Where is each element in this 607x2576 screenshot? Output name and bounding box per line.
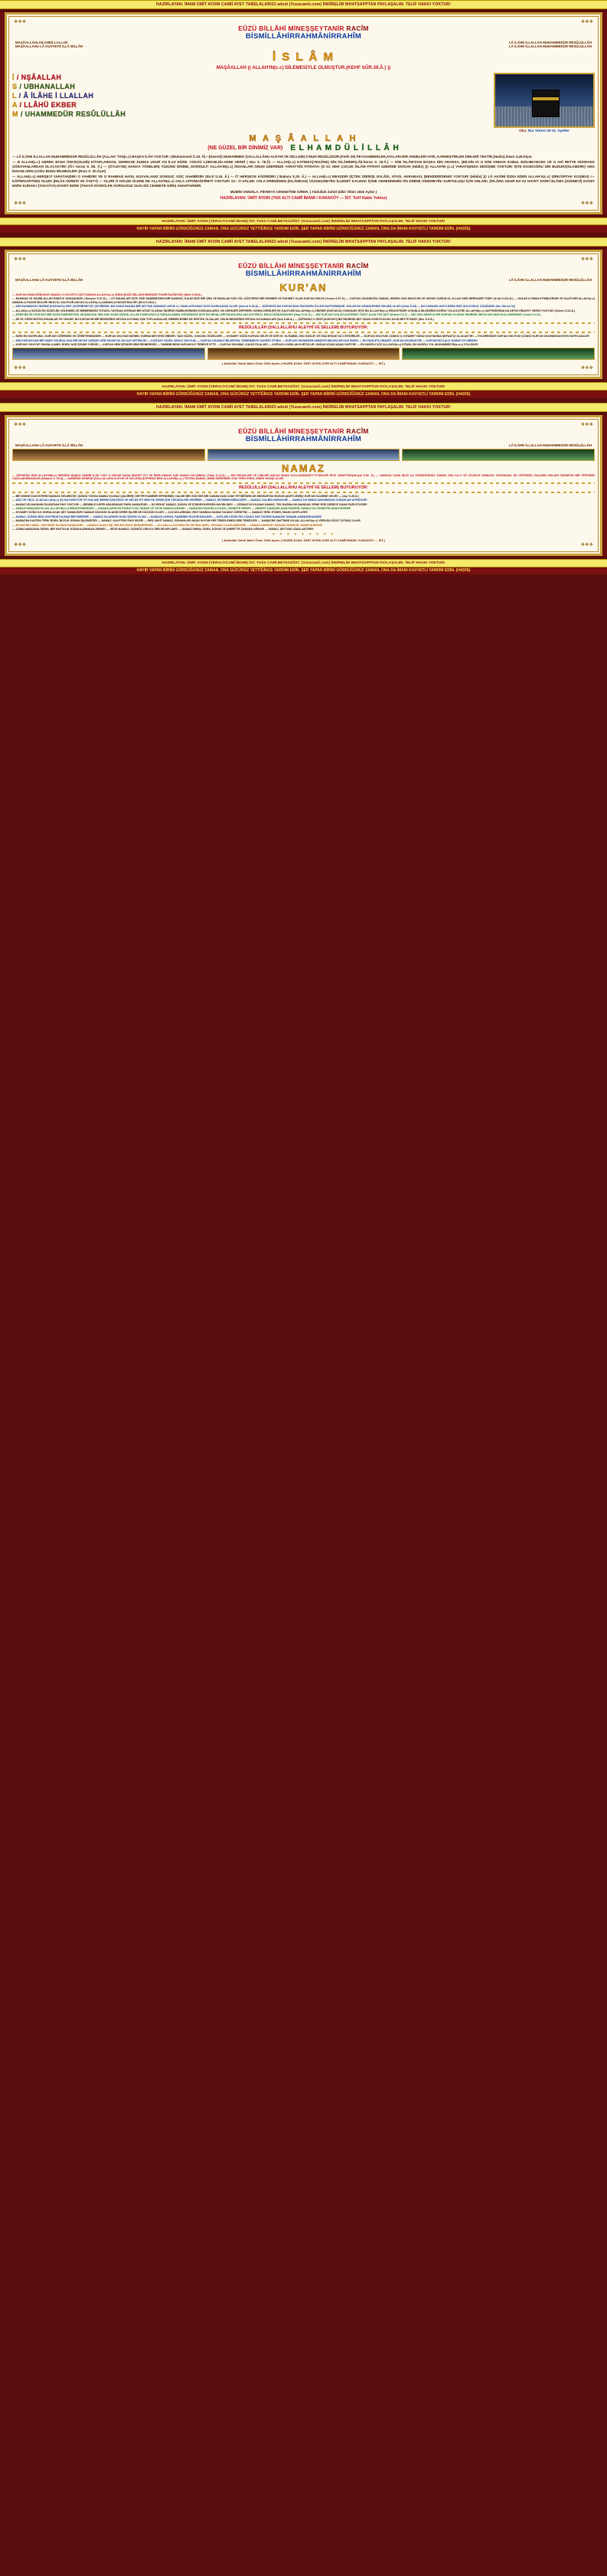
basmala-line-1b: RACÎM [346, 24, 369, 32]
kuran-basmala-line-1b: RACÎM [346, 261, 369, 270]
namaz-basmala-block [12, 427, 595, 443]
namaz-ornament-divider: ✦ ✦ ✦ ✦ ✦ ✦ ✦ ✦ ✦ [272, 531, 335, 537]
page-title-islam: İ S L Â M [272, 50, 335, 64]
card-namaz-inner [8, 419, 599, 552]
namaz-paragraph-6: --- NAMAZ, GÜNÜN BEŞ VAKTİNDE KILINAN BİR EMİRDİR! --- NAMAZ KILARKEN HUŞÛ İÇİNDE OLUN! --- NAMAZA DURAN, RABBİNİN HUZURUNDADIR! --- SAFLARI DÜZELTİN! ÇÜNKÜ SAF DÜZENİ NAMAZIN TAMAMLANMASINDANDIR! [12, 515, 322, 518]
page-3 [0, 415, 607, 556]
namaz-intro [12, 474, 595, 481]
kuran-paragraph-5: --- DE Kİ: EĞER BÜTÜN İNSANLAR VE CİNLER, BU KUR'AN'IN BİR BENZERİNİ ORTAYA KOYMAK İÇİN TOPLANSALAR, BİRBİRLERİNE DE DESTEK OLSALAR, ONUN BENZERİNİ ORTAYA KOYAMAZLAR! (İsrâ S.88.Â.) --- ŞÜPHESİZ O ZİKRİ (KUR'AN'I) BİZ İNDİRDİK BİZ! ONUN KORUYUCUSU DA ELBETTE BİZİZ! (Hicr S.9.Â.) [12, 317, 434, 321]
kaaba-cube [532, 90, 560, 117]
acrostic-item-3 [12, 91, 491, 100]
kuran-basmala-line-1a: EÛZÜ BİLLÂHİ MİNEŞŞEYTANİR [238, 261, 344, 270]
kuran-paragraph-4: --- EĞER BİZ BU KUR'AN'I BİR DAĞA İNDİRSEYDİK, MUHAKKAK SEN ONU HUŞÛ İÇİNDE, ALLAH KORKUSUYLA PARÇALANMIŞ GÖRÜRDÜN! İŞTE BU MİSALLERİ İNSANLARA ANLATIYORUZ, BELKİ DÜŞÜNÜRLER! (Haşr S.21.Â.) --- BİZ KUR'AN'I KOLAYLAŞTIRDIK! ÖĞÜT ALAN YOK MU? (Kamer S.17) --- BİZ ONU ARAPÇA BİR KUR'AN OLARAK İNDİRDİK! BELKİ AKLINIZI KULLANIRSINIZ! (Yusuf S.2.Â.) [12, 313, 541, 317]
acrostic-text-4: / LLÂHÜ EKBER [19, 100, 77, 109]
card-kuran [5, 250, 602, 380]
basmala-right-small: LÂ İLÂHE İLLALLAH MUHAMMEDÜR RESÛLÜLLÂH [508, 44, 592, 48]
acrostic-wrap [12, 73, 595, 132]
namaz-basmala-line-1 [12, 427, 595, 435]
acrostic-letter-4: A [12, 100, 18, 109]
kuran-paragraph-6: --- SİZİN EN HAYIRLINIZ, KUR'AN'I ÖĞRENEN VE ÖĞRETENİNİZDİR! --- KUR'AN OKUYAN MÜ'MİN, HURMA MEYVESİ GİBİDİR; TADI GÜZEL, KOKUSU GÜZELDİR! --- KIYAMET GÜNÜ KUR'AN GELİR VE DER Kİ: YA RABBİ, ONU SÜSLE! VE ONA İKRAM TACI GİYDİRİLİR! --- KUR'AN OKUYUN! ÇÜNKÜ O, KIYAMET GÜNÜ OKUYANINA ŞEFAATÇİ OLACAKTIR! --- EVLERİNİZDE KUR'AN OKUYUN! ÇÜNKÜ KUR'AN OKUNMAYAN EVİN HAYRI AZALIR! [12, 335, 590, 338]
kuran-ornament-bottom [12, 365, 595, 371]
kuran-basmala-line-2 [12, 270, 595, 278]
kuran-paragraph-8: --- KUR'AN'I OKUYUP ONUNLA AMEL EDEN, NUR İÇİNDE YÜRÜR! --- KUR'AN HEM ŞİFADIR HEM REHBERDİR! --- RABBİM BENİ KUR'AN İLE TERBİYE ETTİ! --- KUR'AN OKUMAK, KALBİ CİLALAR! --- KUR'AN'A SARILAN KURTULUR, ONDAN UZAKLAŞAN SAPITIR! --- EN HAYIRLI SÖZ ALLAH'IN(c.c) KİTABI, EN HAYIRLI YOL MUHAMMED'İN(s.a.v) YOLUDUR! [12, 343, 478, 346]
page3-top-banner-text: HAZIRLAYAN: İMAM ÜMİT AYDIN CAMİİ AYET TABELALARI23 adedi (Yusacamii.com) İNDİRELİM WHATSAPPTAN PAYLAŞALIM. TELİF HAKKI YOKTUR! [156, 404, 451, 410]
namaz-ornament-left-bottom-icon: ❖❖❖ [14, 542, 27, 548]
basmala-left-note: MAŞÂALLAHLAİLAHEİLLALLAH [15, 40, 68, 44]
namaz-right-note: LÂ İLÂHE İLLALLAH MUHAMMEDÜR RESÛLÜLLÂH [508, 443, 592, 447]
kuran-body-upper [12, 297, 595, 321]
islam-declaration: MAŞÂALLAH (( ALLAH'IN(c.c) DİLEMESİYLE OLMUŞTUR.(KEHF SÛR.39.Â.) )) [216, 64, 391, 70]
kuran-basmala-line-1 [12, 262, 595, 270]
kuran-ornament-left-icon: ❖❖❖ [14, 257, 27, 262]
basmala-left-small: MAŞÂALLAHU LÂ KUVVETE İLLÂ BİLLÂH [15, 44, 83, 48]
namaz-footer: ( Abdullah Zahid Şâkir Ölüm 1940 Aydın ) HAZIRLAYAN: ÜMİT AYDIN (YER ALTI CAMİİ İMAMI / KARAKÖY --- İST.) [222, 538, 385, 542]
namaz-divider-2 [12, 492, 595, 493]
acrostic-item-1 [12, 73, 491, 82]
mosque-photo-6 [402, 449, 595, 461]
kuran-image-row [12, 348, 595, 360]
acrostic-item-2 [12, 82, 491, 91]
card-islam-inner [8, 16, 599, 211]
page1-bottom-banner-1 [0, 217, 607, 226]
islam-paragraph-2: --- Ø ALLAH(c.c) GEREK BANA ÖNCEÇELMİŞ KİTAPLARDAN, GEREKSE DUNDA UKUR AN İLAZ EĞRE -YÜKSÜ LÜMANLIĞI-ADINI VERDİ ( Hac S. 78.Â) --- ALLAH(c.c) KATINDA(YEGÂNE) DİN İSLÂMDIRŞ.Âli-İmran S. 19.Â.) --- KİM İSLÂM'DAN BAŞKA DİN ARARSA, (BİLSİN Kİ O DİNİ ONDAN KABUL EDİLMEYECEK VE O AHİ RETTE HÜSRANA UĞRAYANLARDAN OLACAKTIR! (Âl-i İmran S. 85. Â.) --- (ÖYLEYSE) HAKKA YÖNELMİŞ YÜZÜNÜ DİNİNE, DOĞRULT! ALLAH'IN(c.c) İNSANLARI ONUN ÜZERİNDE YARATTIĞI FITRATA! (O Kİ; HER ÇOCUK İSLÂM FITRATI ÜZERİNE DOĞAR (Hâdis) ))! ALLAH'IN (c.c) YARATIŞINDA DEĞİŞME YOKTUR! İŞTE DOSDOĞRU DİN BUDUR!(İSLAMDIR!) AMA İNSANLARIN ÇOĞU BUNU BİLMEZLER! (Rum S. 30.Âyet) [12, 160, 595, 173]
acrostic-item-5 [12, 110, 491, 119]
page3-bottom-banner-1 [0, 559, 607, 567]
page2-bottom-banner-1 [0, 382, 607, 391]
namaz-paragraph-8: --- EN HAYIRLI AMEL, VAKTİNDE KILINAN NAMAZDIR! --- NAMAZ KILAN KİŞİ, MELEKLERLE BERABERDİR! --- ALLAH(c.c) KATINDA EN SEVİMLİ AMEL, DEVAMLI OLAN AMELDİR! --- NAMAZ NURDUR, SADAKA NURDUR, SABIR NURDUR! [12, 523, 323, 527]
namaz-ornament-right-icon: ❖❖❖ [580, 422, 593, 427]
kaaba-figure [494, 73, 595, 132]
acrostic-text-5: / UHAMMEDÜR RESÛLÜLLÂH [20, 110, 126, 119]
acrostic-letter-1: İ [12, 73, 15, 81]
page1-bottom-banner-1-text: HAZIRLAYAN: ÜMİT AYDIN (YERALTICAMİ İMAMI) İST. YUSA CAMİ.BEYKOZ/İST. (Yusacamii.com) İNDİRELİM WHATSAPPTAN PAYLAŞALIM. TELİF HAKKI YOKTUR! [162, 219, 445, 224]
kuran-ornament-top [12, 257, 595, 262]
basmala-line-1a: EÛZÜ BİLLÂHİ MİNEŞŞEYTANİR [238, 24, 344, 32]
islam-paragraph-1: --- LÂ İLÂHE İLLALLAH MUHAMMEDÜR RESÛLÜLLÂH (ALLAH' TAN(c.c) BAŞKA İLÂH YOKTUR !.(Muhammed S.19. Â)---(Hazreti) MUHAMMED (SALLALLÂHU ALEYHİ VE SELLEM) O'NUN RESÛLÜDÜR.(Fetih 29) PEYGAMBERLER,ATALARI BİR ANNELERİ AYRI, KARDEŞTİRLER DİNLERİ TEKTİR.(Hadis).İslam 3,49.Diyar. [12, 154, 533, 159]
kuran-ornament-right-icon: ❖❖❖ [580, 257, 593, 262]
namaz-paragraph-1: --- BİR KİMSE İZAN İSTİRİN NAMAZA GELMEZSE, ŞÜNDÜ YOKSA NAMAZ KILMAZ (AŞLİRIR)! DİR PEYGAMBER EFENDİMİZ, KALBE BİR GÜN SİZİ BİR ZAMAN KADI ZAMI YETİŞİRSEM UE MENSUR BU MUSUN (ADETLENİN)! KUR'AN KALBİNE GELİR! --- (Aşr S.45.Â.) [12, 494, 359, 498]
namaz-basmala-line-2 [12, 435, 595, 443]
mosque-photo-2 [207, 348, 400, 360]
page3-bottom-banner-2 [0, 567, 607, 575]
page1-bottom-banner-2 [0, 225, 607, 233]
namaz-intro-text: --- ŞÜPHESİZ BEN ALLAH'IM(c.c) BENDEN BAŞKA HİÇBİR İLÂH YOK! O HÂLDE BANA İBADET ET! VE BENİ ANMAK İÇİN NAMAZ KILIŞINDA! (Tâhâ S.14.Â.) --- DİN İNSANLARI VE CİNLERİ ANCAK BANA KULLUK/İBADETİ ETSİNLER DİYE YARATTIM!(Zâriyat S.56. Â.) --- NAMAZA UZAN İŞLE! ÇA GÖRDÜĞÜNÜZ ZAMAN ONU ALLY VE CİLÂNCE KIMNOSU YAPMADAN. DE GÜPHESİZ ONLARIN ANILARI CENNETİN BİR TEPESİNE CANLANDIRMASIDIR (Müddes S. 50.Â) --- SABREDE DENEUR (SALLALLÂHU ALEYHİ VE SELLEM) ŞÜPHESİZ BEN ALLAH'IM(c.c) ( TEVFİK) NAMAZ, DİNİN DİREĞİDİR! ONU TERK EDEN, DİNİNİ YIKMIŞ OLUR! [12, 473, 595, 481]
ornament-right-icon: ❖❖❖ [580, 19, 593, 25]
kuran-intro [12, 293, 595, 296]
acrostic-text-2: / UBHANALLAH [19, 82, 76, 90]
kaaba-caption [494, 129, 595, 132]
namaz-ornament-right-bottom-icon: ❖❖❖ [580, 542, 593, 548]
kaaba-caption-oku: Oku; [519, 128, 527, 132]
ornament-right-bottom-icon: ❖❖❖ [580, 201, 593, 206]
acrostic-item-4 [12, 100, 491, 110]
kuran-divider [12, 322, 595, 324]
namaz-paragraph-4: --- SABAH NAMAZINI KILAN, ALLAH'IN(c.c) HİMAYESİNDEDİR! --- NAMAZLARIN EN FAZİLETLİSİ, SABAH VE YATSI NAMAZLARIDIR! --- NAMAZINI HUZURLA KILAN, CENNETE GİRER! --- ABDEST NAMAZIN ANAHTARIDIR, NAMAZ DA CENNETİN ANAHTARIDIR! [12, 506, 351, 510]
ornament-row-bottom [12, 201, 595, 206]
page2-top-banner [0, 237, 607, 247]
basmala-subline-2 [12, 44, 595, 48]
kaaba-caption-ref: Nur Sûresi 30-31. Ayetler [527, 128, 569, 132]
acrostic-text-3: / Â İLÂHE İ LLALLAH [18, 91, 94, 100]
kuran-paragraph-7: --- KİM KUR'AN'DAN BİR HARF OKURSA ONA BİR SEVAP VARDIR! HER SEVAP DA ON KAT ARTIRILIR! --- KUR'AN'I GÜZEL SESLE OKUYUN! --- KUR'AN OKUMAYI BİLMEYEN, ÖĞRENMEYE GAYRET ETSİN! --- KUR'AN'I HATMEDEN KİMSEYE MELEKLER DUA EDER! --- EN FAZİLETLİ İBADET, KUR'AN OKUMAKTIR! --- KUR'AN'SIZ KALP, HARAP EV GİBİDİR! [12, 338, 478, 342]
basmala-block [12, 25, 595, 41]
namaz-body [12, 495, 595, 531]
kuran-body-lower [12, 335, 595, 346]
ornament-row-top [12, 19, 595, 25]
page3-bottom-banner-2-text: HAYIR YAPAN BİRİNİ GÖRDÜĞÜNÜZ ZAMAN, ONA GÜCÜNÜZ YETTİĞİNCE YARDIM EDİN. ŞER YAPAN BİRİNİ GÖRDÜĞÜNÜZ ZAMAN, ONA DA İMANI KUVVETLİ YARDIM EDİN. (HADİS) [136, 568, 471, 574]
acrostic-list [12, 73, 491, 119]
namaz-ornament-top [12, 422, 595, 427]
namaz-paragraph-9: --- CUMA NAMAZINA GİDEN, BİR HAFTALIK GÜNAHLARINDAN ARINIR! --- GECE NAMAZI, GÜNDÜZ ORUCU GİBİ SEVAPLIDIR! --- NAMAZI İHMAL EDEN, DÜNYA VE AHİRETTE ZARARA UĞRAR! --- NAMAZ, ŞEYTANI UZAKLAŞTIRIR! [12, 528, 314, 531]
namaz-paragraph-5: --- KIYAMET GÜNÜ İLK SORULACAK ŞEY NAMAZDIR! NAMAZI DÜZGÜN OLANIN DİĞER İŞLERİ DE DÜZGÜN OLUR! --- ÇOCUKLARINIZA YEDİ YAŞINDA NAMAZ KILMAYI ÖĞRETİN! --- NAMAZI TERK ETMEK, İMANI ZAYIFLATIR! [12, 511, 308, 515]
islam-hazirlayan: HAZIRLAYAN: ÜMİT AYDIN (YER ALTI CAMİİ İMAMI / KARAKÖY --- İST. Telif Hakkı Yoktur) [220, 195, 387, 201]
page-1 [0, 12, 607, 214]
page-2 [0, 250, 607, 380]
page-title-kuran: KUR'AN [279, 281, 328, 293]
mosque-photo-5 [207, 449, 400, 461]
islam-paragraph-4: MÜMİN OWUNLA. FİKREYS CENNETİNE GİRER. ( Abdullah Zahid Şâkir Ölüm 1940 Aydın ) [230, 189, 377, 194]
namaz-paragraph-2: --- AZIZ VE CELİL OLAN ALLAH(c.c) ŞU BUYURUYOR: EY KULUM! BENİM İÇİN RÜKÛ VE SECDE ET! BEN DE SENİN İÇİN YÜKSEKLERİ VERİRİM! --- NAMAZ, MÜ'MİNİN MİRACIDIR! --- NAMAZ, KALBİN NURUDUR! --- NAMAZ ILE NIMAZ ARASINDAKİ GÜNAHLAR AFFEDİLİR! [12, 499, 367, 502]
kuran-hadith-heading: RESÛLULLÂH (SALLALLÂHU ALEYHİ VE SELLEM) BUYURUYOR: [238, 325, 368, 331]
namaz-hadith-heading: RESÛLULLÂH (SALLALLÂHU ALEYHİ VE SELLEM) BUYURUYOR: [238, 485, 368, 490]
acrostic-text-1: / NŞÂALLAH [16, 73, 62, 81]
ornament-left-icon: ❖❖❖ [14, 19, 27, 25]
top-banner-1-text: HAZIRLAYAN: İMAM ÜMİT AYDIN CAMİİ AYET TABELALARI23 adedi (Yusacamii.com) İNDİRELİM WHATSAPPTAN PAYLAŞALIM. TELİF HAKKI YOKTUR! [156, 2, 451, 7]
kuran-intro-text: --- KUR'AN ORADOĞRUDUR ZAMAN, O KUVVETLİ ŞEYTANDAN ALLAH'A(c.c) SIĞINI (EÛZÜ BİLLÂHİ MİNEŞŞEYTANİR RACÎM DE!) (Nahl S.98.Â.) [12, 293, 202, 296]
card-kuran-inner [8, 253, 599, 376]
kuran-paragraph-2: --- KİM RAHMÂN'IN ZİKRİNE (KUR'AN'A) SIRT ÇEVİRİRSE/YÜZ ÇEVİRİRSE, BİZ ONUN BAŞINA BİR ŞEYTAN SARARIZ! ARTIK O, ONUN AYRILMAZ DOSTU/ARKADAŞI OLUR! (Zuhruf S.36.Â) --- ŞÜPHESİZ BU KUR'AN'DAN ÖNCEDEN ÖYLESİ SAPTIRMIŞDIR. ONLAR BU KENDİLERİNE GELMİŞ OLUR! (Sebe S.33) --- BU KURANIN AYETLERİNİ SİZE OKUYORUZ, DÜŞÜNÜR! (Nur Süresi 34) [12, 305, 515, 309]
kaaba-gold-band [533, 97, 559, 100]
page2-bottom-banner-2-text: HAYIR YAPAN BİRİNİ GÖRDÜĞÜNÜZ ZAMAN, ONA GÜCÜNÜZ YETTİĞİNCE YARDIM EDİN. ŞER YAPAN BİRİNİ GÖRDÜĞÜNÜZ ZAMAN, ONA DA İMANI KUVVETLİ YARDIM EDİN. (HADİS) [136, 392, 471, 397]
namaz-paragraph-3: --- NAMAZ KILMAYANIN İSLÂM'DAN PAYI YOKTUR! --- BENİMLE KÂFİR ARASINDAKİ FARK NAMAZDIR! --- İKİ REKAT NAMAZ, DÜNYA VE İÇİNDEKİLERDEN HAYIRLIDIR! --- CEMAATLE KILINAN NAMAZ, TEK BAŞINA KILINANDAN YİRMİ YEDİ DERECE DAHA FAZİLETLİDİR! [12, 502, 367, 506]
ornament-left-bottom-icon: ❖❖❖ [14, 201, 27, 206]
kuran-right-note: LÂ İLÂHE İLLALLAH MUHAMMEDÜR RESÛLÜLLÂH [508, 277, 592, 282]
page1-bottom-banner-2-text: HAYIR YAPAN BİRİNİ GÖRDÜĞÜNÜZ ZAMAN, ONA GÜCÜNÜZ YETTİĞİNCE YARDIM EDİN. ŞER YAPAN BİRİNİ GÖRDÜĞÜNÜZ ZAMAN, ONA DA İMANI KUVVETLİ YARDIM EDİN. (HADİS) [136, 227, 471, 232]
page-title-namaz: NAMAZ [282, 462, 325, 474]
namaz-paragraph-7: --- NAMAZINI KASTEN TERK EDEN, BÜYÜK GÜNAH İŞLEMİŞTİR! --- NAMAZ, KALPTEKİ PASI SİLER! --- BEŞ VAKİT NAMAZ, GÜNAHLARI AKAN SUYUN KİRİ TEMİZLEMESİ GİBİ TEMİZLER! --- NAMAZINI VAKTİNDE KILAN, ALLAH'A(c.c) VERİLEN SÖZÜ TUTMUŞ OLUR! [12, 519, 361, 523]
namaz-basmala-subline [12, 443, 595, 447]
namaz-basmala-line-1b: RACÎM [346, 427, 369, 435]
namaz-left-note: MAŞÂALLAHU LÂ KUVVETE İLLÂ BİLLÂH [15, 443, 83, 447]
islam-body [12, 155, 595, 195]
nekuzel-text: (NE GÜZEL BİR DİNİMİZ VAR) [207, 145, 283, 151]
acrostic-letter-3: L [12, 91, 17, 100]
acrostic-letter-2: S [12, 82, 18, 90]
basmala-line-2-text: BİSMİLLÂHİRRAHMÂNİRRAHÎM [245, 31, 362, 41]
kuran-basmala-line-2-text: BİSMİLLÂHİRRAHMÂNİRRAHÎM [245, 269, 362, 278]
card-islam [5, 12, 602, 214]
kuran-basmala-block [12, 262, 595, 278]
page2-top-banner-text: HAZIRLAYAN: İMAM ÜMİT AYDIN CAMİİ AYET TABELALARI23 adedi (Yusacamii.com) İNDİRELİM WHATSAPPTAN PAYLAŞALIM. TELİF HAKKI YOKTUR! [156, 239, 451, 244]
kuran-ornament-right-bottom-icon: ❖❖❖ [580, 366, 593, 371]
page2-bottom-banner-2 [0, 391, 607, 398]
top-banner-1 [0, 0, 607, 9]
mosque-photo-3 [402, 348, 595, 360]
namaz-ornament-left-icon: ❖❖❖ [14, 422, 27, 427]
mosque-photo-4 [12, 449, 205, 461]
kuran-paragraph-1: --- RAHMAN VE RAHÎM ALLAH RAB'İLE YAKIŞANDIR! ( Meryem S.97.Â.) --- EY İNSANLAR! İŞTE SİZE RABBİNİZDEN BİR NASİHAT, KALBİ SİZE BİR ŞİFA VE İMANLAR İÇİN VÖL GÖSTERİCİ BİR REHBER VE RAHMET OLAN KUR'AN GELDİ! (Yunus S.57.Â.) --- KUR'AN OKUNDUĞU ZAMAN, HEMEN ONU DİNLEYİN VE SESSİZ DURUN Kİ, ALLAH SİZE MERHAMET EDİP! (A'raf S.204.Â.) --- ONLAR Kİ İMAN ETMİŞLERDİR VE KALPLERİ ALLAH'I(c.c) ANMAKLA HUZUR BULUR! BİLİN Kİ, KALPLER ANCAK ALLAH'I(c.c) ANMAKLA HUZUR BULUR! (Ra'd S.28.Â.) [12, 297, 595, 304]
kuran-footer: ( Abdullah Zahid Şâkir Ölüm 1940 Aydın ) HAZIRLAYAN: ÜMİT AYDIN (YER ALTI CAMİİ İMAMI / KARAKÖY --- İST.) [222, 361, 385, 366]
mashallah-text: M A Ş Â A L L A H [249, 133, 358, 143]
kuran-left-note: MAŞÂALLAHU LÂ KUVVETE İLLÂ BİLLÂH [15, 277, 83, 282]
page3-top-banner [0, 403, 607, 412]
card-namaz [5, 415, 602, 556]
kuran-paragraph-3: --- ALLAH(c.c) SÖZÜN EN GÜZELİNİ, İKİLENMİŞ VE BİRBİRİNDEN TUTARLI YAPIDAN AYRINAN BİR KİTAP OLARAK İNDİRDİ! RABBLERİNDEN KORKANLARIN, ON DERİLERİ ÜRPERİR! SONRA DERİLERİ VE KALPLERİ ALLAH'IN(c.c) ZİKRİNE (KUR'AN'A) YUMUŞAR! İŞTE BU ALLAH'IN(c.c) HİDAYETİDİR! O'NUNLA DİLEDİĞİNİ DOĞRU YOLA İLETİR! ALLAH'IN(c.c) SAPTIRDIĞINA DA ARTIK HİDAYET VERİCİ YOKTUR! (Zümer S.23.Â.) [12, 309, 576, 312]
page3-bottom-banner-1-text: HAZIRLAYAN: ÜMİT AYDIN (YERALTICAMİ İMAMI) İST. YUSA CAMİ.BEYKOZ/İST. (Yusacamii.com) İNDİRELİM WHATSAPPTAN PAYLAŞALIM. TELİF HAKKI YOKTUR! [162, 561, 445, 565]
kaaba-image [494, 73, 595, 128]
namaz-basmala-line-2-text: BİSMİLLÂHİRRAHMÂNİRRAHÎM [245, 434, 362, 443]
namaz-basmala-line-1a: EÛZÜ BİLLÂHİ MİNEŞŞEYTANİR [238, 427, 344, 435]
page2-bottom-banner-1-text: HAZIRLAYAN: ÜMİT AYDIN (YERALTICAMİ İMAMI) İST. YUSA CAMİ.BEYKOZ/İST. (Yusacamii.com) İNDİRELİM WHATSAPPTAN PAYLAŞALIM. TELİF HAKKI YOKTUR! [162, 384, 445, 388]
elhamdulillah-text: E L H A M D Ü L İ L L Â H [290, 143, 400, 152]
basmala-line-1 [12, 25, 595, 32]
basmala-right-note: LÂ İLÂHE İLLALLAH MUHAMMEDÜR RESÛLÜLLÂH [508, 40, 592, 44]
namaz-ornament-bottom [12, 542, 595, 548]
nekuzel-row [12, 144, 595, 152]
acrostic-letter-5: M [12, 110, 18, 119]
basmala-line-2 [12, 32, 595, 41]
namaz-divider [12, 482, 595, 484]
namaz-image-row [12, 449, 595, 461]
kuran-ornament-left-bottom-icon: ❖❖❖ [14, 366, 27, 371]
islam-paragraph-3: --- ALLAH(c.c) HERŞEYİ YARATANDIR! O VAHİDİR! VE O RAHMAN HASIL KUVVALANIZ SONSUZ; GÜÇ SAHİBİDİR! (Ra'd S.16. Â.) --- Ö' HERŞEYE KÂDİRDİR! ( Bakara S.20. Â.) --- ALLAH(c.c) EBADDIR (İÇTEK DİR/EŞİ, EVLÂDI, ATASI, AKRABASI, (BENZERİ/DENGİ YOKTUR! (Hâdis) ))! LÂ AKSİNİ İDDİA EDEN ALLAH'A(c.c) ŞİRK/ORTAK KOŞMUŞ <-- KÂFİR/SAPITMIŞ OLUR! (İHLÂS SÛRESİ VE ÂYET-İ) --- OLURİ Ö HÂLDE ÖLENE DE ALLAH'IN(c.c) ASLA AFFI/MAĞFİRETİ YOKTUR! 10-- Ö HÂLDE: ASLA DİNİNİZDEN (İSLÂMDAN) VAZGEÇMEYİN! İLLEDET KALMAK İÇİNE CEHENNEMİN ÖN DİNİNE GİDEMEYİN! KURTULUŞU İÇİN ONLARI, (İSLÂMA UKUR NA'AZ HAYET DAİRİ İSLÂMA (SÜNNETİ) DAVET EDİN! KURAN-I (TAKVÂYA) DAVET EDİN! (TAKVÂ-Gİ-İZKİLÂR SORGUSUZ SUALSİZ CENNETE GİRİŞ ANAHTARIDIR. [12, 175, 595, 188]
mosque-photo-1 [12, 348, 205, 360]
kuran-divider-2 [12, 332, 595, 333]
